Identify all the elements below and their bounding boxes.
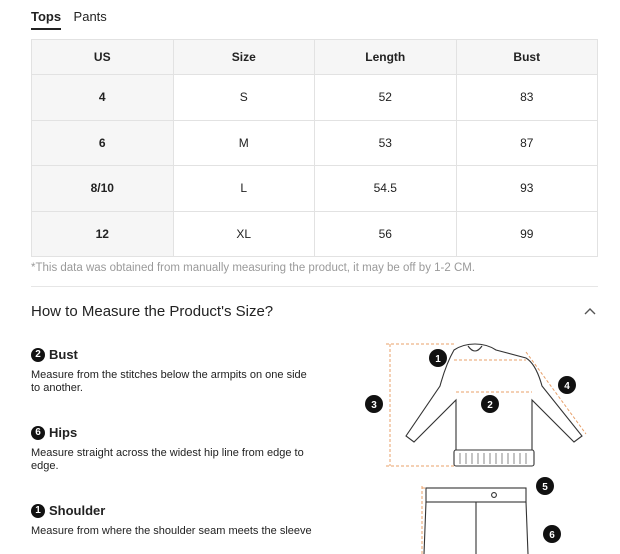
table-cell: 53 bbox=[315, 120, 457, 166]
measurement-disclaimer: *This data was obtained from manually measuring the product, it may be off by 1-2 CM. bbox=[31, 262, 476, 274]
measure-item-title: Shoulder bbox=[49, 503, 106, 518]
measure-item-heading bbox=[31, 503, 316, 518]
measure-item-shoulder bbox=[31, 503, 316, 538]
svg-text:4: 4 bbox=[564, 381, 570, 392]
svg-text:1: 1 bbox=[435, 354, 441, 365]
table-cell: 54.5 bbox=[315, 166, 457, 212]
table-header-row bbox=[32, 40, 598, 75]
table-cell: 12 bbox=[32, 211, 174, 257]
table-row bbox=[32, 120, 598, 166]
table-cell: 6 bbox=[32, 120, 174, 166]
svg-text:5: 5 bbox=[542, 482, 548, 493]
table-cell: 56 bbox=[315, 211, 457, 257]
tab-tops[interactable]: Tops bbox=[31, 9, 61, 30]
column-header: US bbox=[32, 40, 174, 75]
marker-3 bbox=[365, 395, 383, 413]
measure-item-text: Measure from the stitches below the armpits on one side to another. bbox=[31, 369, 307, 394]
column-header: Size bbox=[173, 40, 315, 75]
measure-item-hips bbox=[31, 425, 316, 473]
size-tabs bbox=[31, 8, 115, 30]
column-header: Bust bbox=[456, 40, 598, 75]
number-badge: 2 bbox=[31, 348, 45, 362]
measure-item-heading bbox=[31, 347, 316, 362]
measure-item-title: Hips bbox=[49, 425, 78, 440]
table-cell: 99 bbox=[456, 211, 598, 257]
measure-item-text: Measure from where the shoulder seam meets the sleeve bbox=[31, 525, 312, 537]
table-cell: 87 bbox=[456, 120, 598, 166]
table-cell: L bbox=[173, 166, 315, 212]
marker-4 bbox=[558, 376, 576, 394]
marker-2 bbox=[481, 395, 499, 413]
svg-text:3: 3 bbox=[371, 400, 377, 411]
svg-text:6: 6 bbox=[549, 530, 555, 541]
table-cell: 4 bbox=[32, 75, 174, 121]
chevron-up-icon[interactable] bbox=[583, 305, 597, 317]
table-row bbox=[32, 211, 598, 257]
number-badge: 1 bbox=[31, 504, 45, 518]
column-header: Length bbox=[315, 40, 457, 75]
table-cell: M bbox=[173, 120, 315, 166]
table-cell: XL bbox=[173, 211, 315, 257]
table-cell: S bbox=[173, 75, 315, 121]
marker-1 bbox=[429, 349, 447, 367]
table-cell: 8/10 bbox=[32, 166, 174, 212]
table-cell: 93 bbox=[456, 166, 598, 212]
how-to-measure-title[interactable]: How to Measure the Product's Size? bbox=[31, 303, 274, 320]
measure-item-bust bbox=[31, 347, 316, 395]
table-row bbox=[32, 75, 598, 121]
divider bbox=[31, 286, 598, 287]
measure-item-title: Bust bbox=[49, 347, 78, 362]
table-row bbox=[32, 166, 598, 212]
marker-5 bbox=[536, 477, 554, 495]
measurement-illustration bbox=[350, 338, 600, 554]
table-cell: 83 bbox=[456, 75, 598, 121]
measure-item-text: Measure straight across the widest hip line from edge to edge. bbox=[31, 447, 304, 472]
marker-6 bbox=[543, 525, 561, 543]
number-badge: 6 bbox=[31, 426, 45, 440]
size-table bbox=[31, 39, 598, 257]
measure-item-heading bbox=[31, 425, 316, 440]
tab-pants[interactable]: Pants bbox=[73, 9, 107, 24]
table-cell: 52 bbox=[315, 75, 457, 121]
svg-text:2: 2 bbox=[487, 400, 493, 411]
pants-drawing bbox=[424, 488, 528, 554]
